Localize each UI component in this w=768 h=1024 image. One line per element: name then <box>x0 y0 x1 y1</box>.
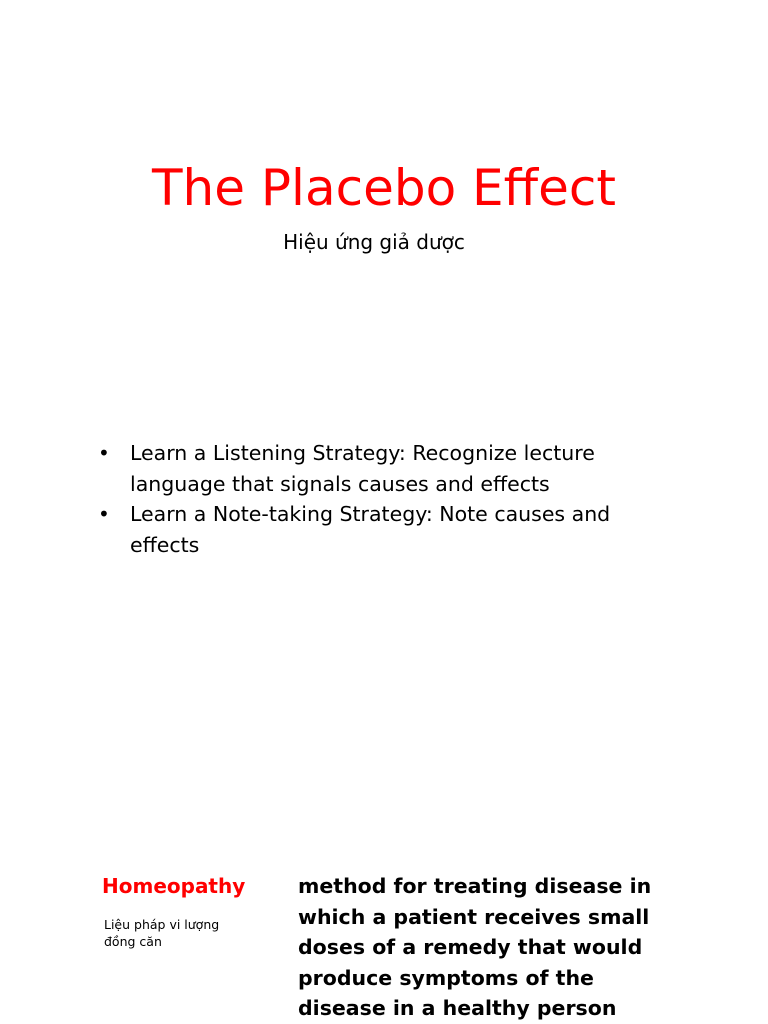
slide-title: The Placebo Effect <box>152 159 616 217</box>
glossary-definition: method for treating disease in which a patient receives small doses of a remedy that would produce symptoms of the disease in a healthy person <box>298 874 652 1020</box>
glossary-term-translation: Liệu pháp vi lượng đồng căn <box>104 917 220 949</box>
bullet-icon: • <box>98 502 110 526</box>
bullet-icon: • <box>98 441 110 465</box>
glossary-term: Homeopathy <box>102 874 246 898</box>
objectives-list <box>98 438 638 560</box>
list-item <box>98 499 638 560</box>
slide-subtitle: Hiệu ứng giả dược <box>283 230 465 254</box>
list-item-text: Learn a Note-taking Strategy: Note causes and effects <box>130 502 611 557</box>
list-item <box>98 438 638 499</box>
list-item-text: Learn a Listening Strategy: Recognize lecture language that signals causes and effects <box>130 441 595 496</box>
